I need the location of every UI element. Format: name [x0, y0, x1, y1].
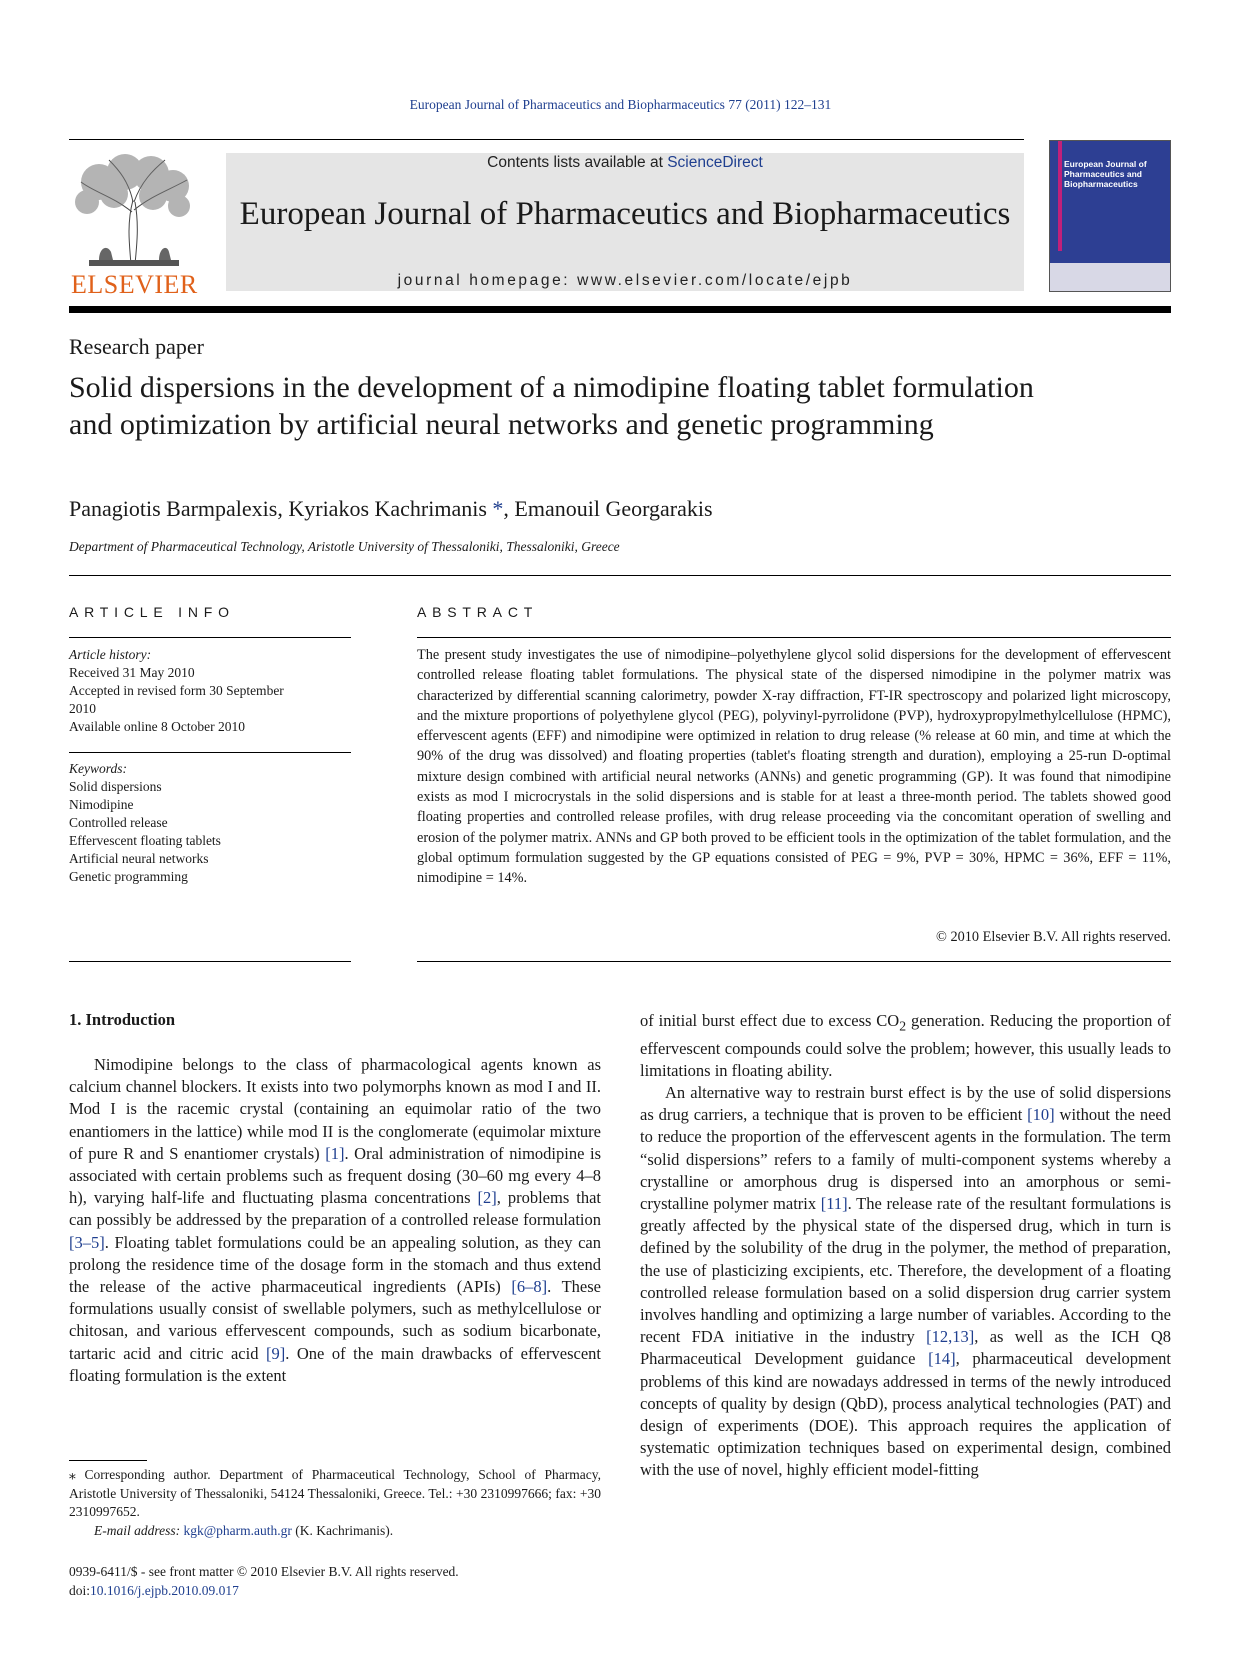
contents-line: [226, 154, 1024, 172]
sciencedirect-link[interactable]: ScienceDirect: [667, 154, 763, 171]
introduction-heading: 1. Introduction: [69, 1010, 176, 1029]
reference-link[interactable]: [12,13]: [926, 1327, 975, 1347]
journal-cover-thumbnail: [1049, 140, 1171, 292]
abstract-heading: ABSTRACT: [417, 604, 539, 620]
title-rule: [69, 575, 1171, 576]
keyword-item: Artificial neural networks: [69, 851, 209, 866]
email-link[interactable]: kgk@pharm.auth.gr: [183, 1522, 292, 1538]
email-line: [69, 1522, 601, 1541]
keyword-item: Effervescent floating tablets: [69, 833, 221, 848]
journal-reference[interactable]: European Journal of Pharmaceutics and Biopharmaceutics 77 (2011) 122–131: [409, 97, 832, 112]
doi-label: doi:: [69, 1583, 91, 1598]
reference-link[interactable]: [2]: [477, 1188, 497, 1208]
homepage-url[interactable]: www.elsevier.com/locate/ejpb: [577, 272, 853, 289]
elsevier-wordmark: ELSEVIER: [71, 270, 198, 299]
text-run: . Oral administration of nimodipine is associated with certain problems such as frequent dosing (30–60 mg every 4–8 h), varying half-life and fluctuating plasma concentrations: [69, 1143, 601, 1208]
article-info-rule-bottom: [69, 961, 351, 962]
text-run: . These formulations usually consist of swellable polymers, such as methylcellulose or chitosan, and various effervescent compounds, such as sodium bicarbonate, tartaric acid and citric acid: [69, 1277, 601, 1363]
affiliation: Department of Pharmaceutical Technology, Aristotle University of Thessaloniki, Thessaloniki, Greece: [69, 539, 620, 554]
text-run: . Floating tablet formulations could be an appealing solution, as they can prolong the residence time of the dosage form in the stomach and thus extend the release of the active pharmaceutical ingredients (APIs): [69, 1232, 601, 1297]
intro-right-column: [640, 1010, 1171, 1482]
article-info-heading: ARTICLE INFO: [69, 604, 235, 620]
text-run: . One of the main drawbacks of effervescent floating formulation is the extent: [69, 1343, 601, 1385]
keyword-item: Nimodipine: [69, 797, 134, 812]
reference-link[interactable]: [1]: [325, 1143, 345, 1163]
reference-link[interactable]: [3–5]: [69, 1232, 105, 1252]
journal-title: European Journal of Pharmaceutics and Biopharmaceutics: [239, 196, 1011, 232]
online-date: Available online 8 October 2010: [69, 719, 245, 734]
reference-link[interactable]: [9]: [265, 1343, 286, 1363]
abstract-rule-top: [417, 637, 1171, 638]
cover-stripe: [1058, 141, 1062, 251]
text-run: , as well as the ICH Q8 Pharmaceutical Development guidance: [640, 1327, 1171, 1369]
text-run: generation. Reducing the proportion of effervescent compounds could solve the problem; however, this usually leads to limitations in floating ability.: [640, 1011, 1171, 1080]
keywords-label: Keywords:: [69, 761, 127, 776]
header-thick-rule: [69, 306, 1171, 313]
footnote-rule: [69, 1460, 147, 1461]
text-run: An alternative way to restrain burst effect is by the use of solid dispersions as drug carriers, a technique that is proven to be efficient: [640, 1082, 1171, 1125]
article-history: [69, 646, 351, 736]
email-suffix: (K. Kachrimanis).: [291, 1522, 394, 1538]
contents-prefix: Contents lists available at: [487, 154, 668, 171]
bottom-matter: [69, 1562, 459, 1600]
homepage-prefix: journal homepage:: [397, 272, 578, 289]
intro-left-column: [69, 1054, 601, 1387]
email-label: E-mail address:: [94, 1522, 184, 1538]
keyword-item: Genetic programming: [69, 869, 188, 884]
intro-paragraph-1-continued: [640, 1010, 1171, 1082]
text-run: , problems that can possibly be addressed by the preparation of a controlled release formulation: [69, 1188, 601, 1230]
accepted-date-line-2: 2010: [69, 701, 96, 716]
authors-part-1: Panagiotis Barmpalexis, Kyriakos Kachrimanis: [69, 496, 487, 521]
corresponding-author-text: ⁎ Corresponding author. Department of Pharmaceutical Technology, School of Pharmacy, Aristotle University of Thessaloniki, 54124 Thessaloniki, Greece. Tel.: +30 2310997666; fax: +30 2310997652.: [69, 1467, 601, 1519]
journal-homepage: [226, 272, 1024, 290]
reference-link[interactable]: [6–8]: [511, 1277, 548, 1297]
cover-footer: [1050, 263, 1170, 291]
article-type: Research paper: [69, 334, 204, 359]
text-run: of initial burst effect due to excess CO: [640, 1011, 900, 1030]
intro-paragraph-1: [69, 1054, 601, 1387]
header-rule: [69, 139, 1024, 140]
article-info-rule-mid: [69, 752, 351, 753]
article-info-rule-top: [69, 637, 351, 638]
intro-paragraph-2: [640, 1082, 1171, 1482]
subscript: 2: [899, 1018, 907, 1034]
paper-title: Solid dispersions in the development of a nimodipine floating tablet formulation and optimization by artificial neural networks and genetic programming: [69, 371, 1034, 441]
text-run: Nimodipine belongs to the class of pharmacological agents known as calcium channel blockers. It exists into two polymorphs known as mod I and II. Mod I is the racemic crystal (containing an equimolar ratio of the two enantiomers in the lattice) while mod II is the conglomerate (equimolar mixture of pure R and S enantiomer crystals): [69, 1055, 601, 1163]
abstract-rule-bottom: [417, 961, 1171, 962]
text-run: . The release rate of the resultant formulations is greatly affected by the physical state of the dispersed drug, which in turn is defined by the solubility of the drug in the polymer, the method of preparation, the use of plasticizing excipients, etc. Therefore, the development of a floating controlled release formulation based on a solid dispersion drug carrier system involves handling and optimizing a large number of variables. According to the recent FDA initiative in the industry: [640, 1193, 1172, 1347]
author-list: [69, 496, 713, 522]
keyword-item: Solid dispersions: [69, 779, 162, 794]
text-run: , pharmaceutical development problems of this kind are nowadays addressed in terms of the newly introduced concepts of quality by design (QbD), process analytical technologies (PAT) and design of experiments (DOE). This approach requires the application of systematic optimization techniques based on experimental design, combined with the use of novel, highly efficient model-fitting: [640, 1349, 1171, 1480]
doi-link[interactable]: 10.1016/j.ejpb.2010.09.017: [90, 1583, 239, 1598]
issn-line: 0939-6411/$ - see front matter © 2010 Elsevier B.V. All rights reserved.: [69, 1564, 459, 1579]
authors-part-2: , Emanouil Georgarakis: [503, 496, 713, 521]
history-label: Article history:: [69, 647, 152, 662]
doi-line: [69, 1581, 459, 1600]
keyword-item: Controlled release: [69, 815, 168, 830]
abstract-text: The present study investigates the use of nimodipine–polyethylene glycol solid dispersions for the development of effervescent controlled release floating tablet formulations. The physical state of the dispersed nimodipine in the polymer matrix was characterized by differential scanning calorimetry, powder X-ray diffraction, FT-IR spectroscopy and polarized light microscopy, and the mixture proportions of polyethylene glycol (PEG), polyvinyl-pyrrolidone (PVP), hydroxypropylmethylcellulose (HPMC), effervescent agents (EFF) and nimodipine were optimized in relation to drug release (% release at 60 min, and time at which the 90% of the drug was dissolved) and floating properties (tablet's floating strength and duration), employing a 25-run D-optimal mixture design combined with artificial neural networks (ANNs) and genetic programming (GP). It was found that nimodipine exists as mod I microcrystals in the solid dispersions and is stable for at least a three-month period. The tablets showed good floating properties and controlled release profiles, with drug release proceeding via the concomitant operation of swelling and erosion of the polymer matrix. ANNs and GP both proved to be efficient tools in the optimization of the tablet formulation, and the global optimum formulation suggested by the GP equations consisted of PEG = 9%, PVP = 30%, HPMC = 36%, EFF = 11%, nimodipine = 14%.: [417, 647, 1171, 887]
received-date: Received 31 May 2010: [69, 665, 195, 680]
reference-link[interactable]: [10]: [1027, 1105, 1055, 1125]
abstract-copyright: © 2010 Elsevier B.V. All rights reserved.: [936, 929, 1171, 945]
corresponding-author-footnote: [69, 1466, 601, 1540]
keywords-block: [69, 760, 351, 886]
reference-link[interactable]: [14]: [928, 1349, 956, 1369]
text-run: without the need to reduce the proportion of the effervescent agents in the formulation. The term “solid dispersions” refers to a family of multi-component systems whereby a crystalline or amorphous drug is dispersed into an amorphous or semi-crystalline polymer matrix: [640, 1105, 1171, 1213]
cover-title: European Journal of Pharmaceutics and Biopharmaceutics: [1064, 159, 1147, 189]
accepted-date-line-1: Accepted in revised form 30 September: [69, 683, 284, 698]
reference-link[interactable]: [11]: [820, 1193, 848, 1213]
corresponding-author-star-link[interactable]: *: [486, 496, 504, 521]
